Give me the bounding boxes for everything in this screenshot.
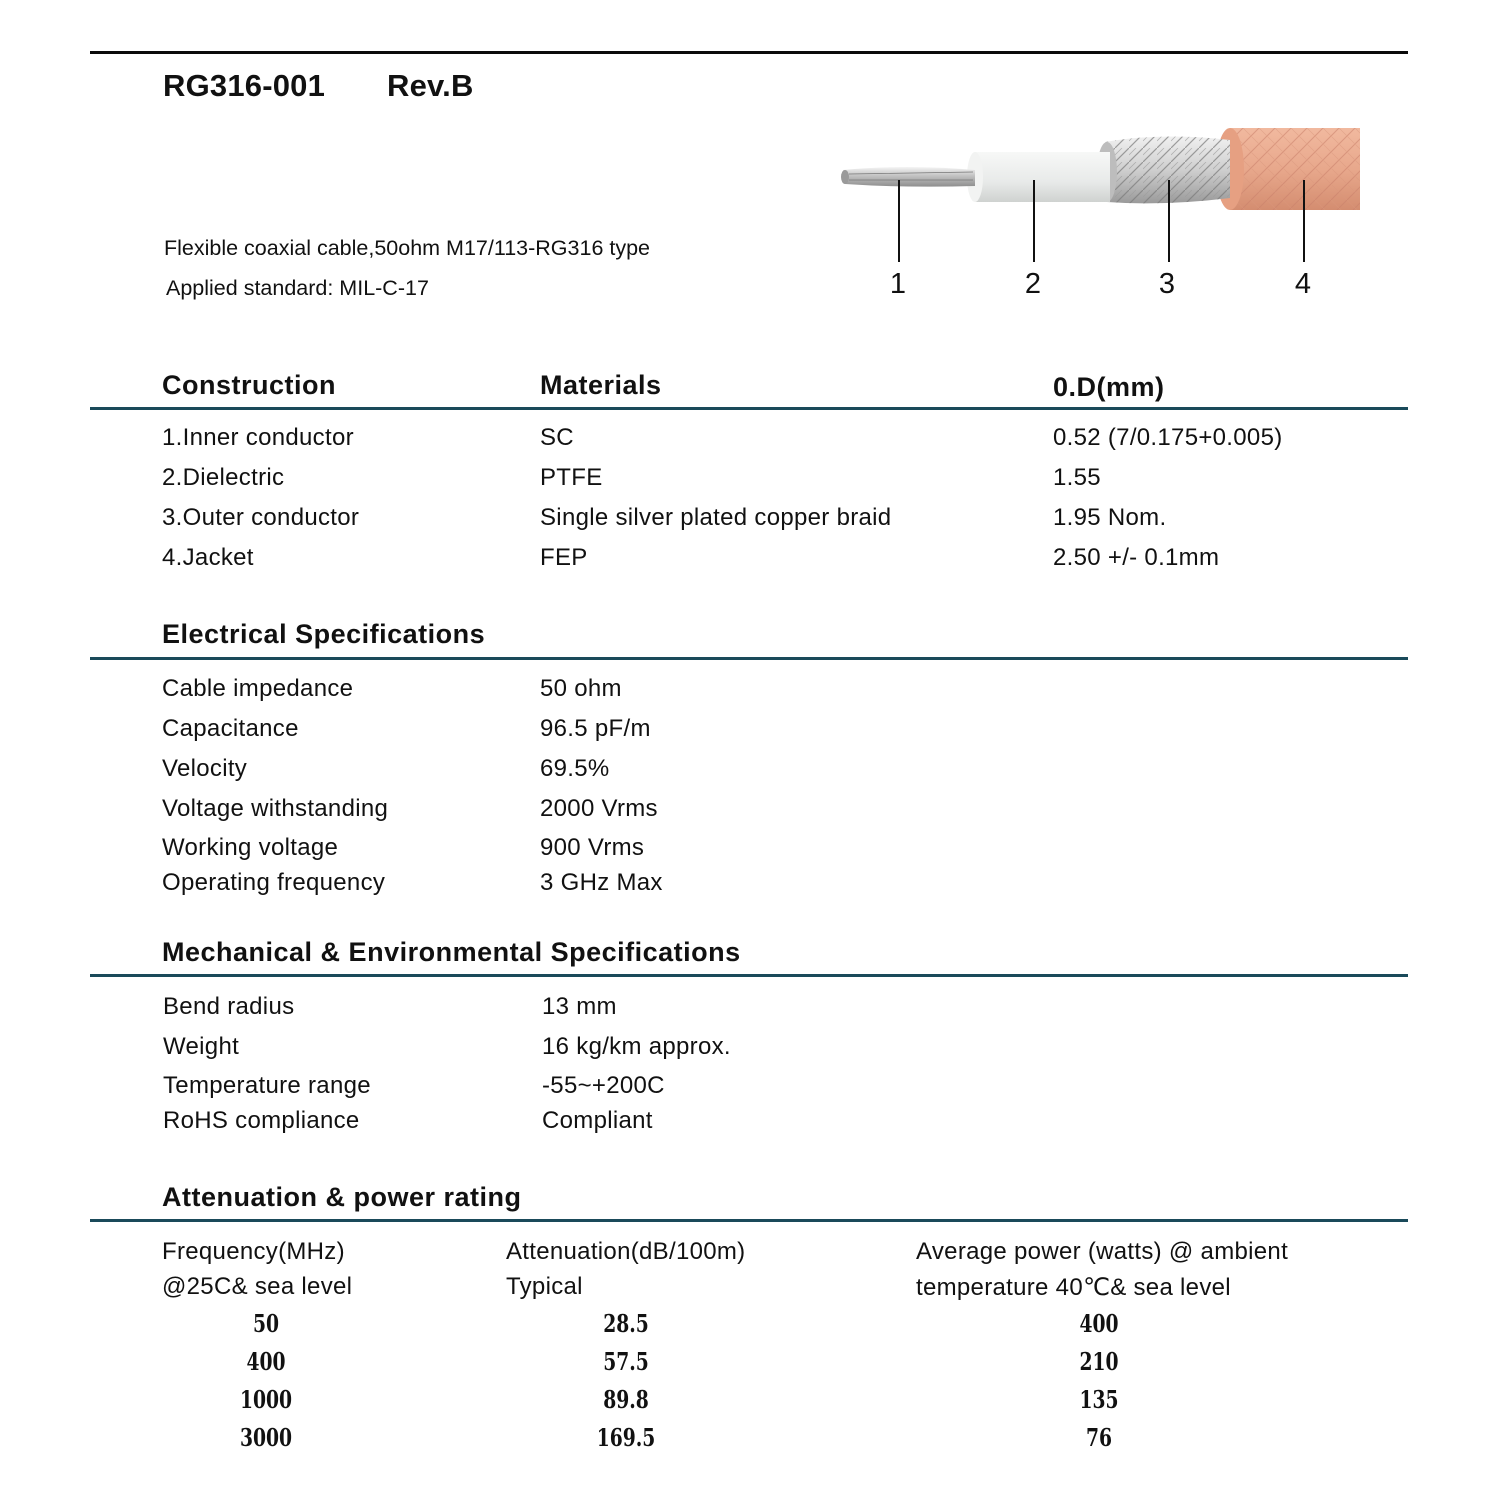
- col-header-frequency: Frequency(MHz): [162, 1238, 345, 1265]
- cell-frequency: 50: [252, 1309, 280, 1338]
- attenuation-divider: [90, 1219, 1408, 1222]
- cell-power: 135: [1079, 1385, 1119, 1414]
- cell-attenuation: 169.5: [596, 1423, 656, 1452]
- cell-frequency: 400: [246, 1347, 286, 1376]
- callout-1: 1: [889, 268, 907, 300]
- spec-label: Voltage withstanding: [162, 795, 389, 822]
- spec-value: 16 kg/km approx.: [542, 1033, 731, 1060]
- construction-material: FEP: [540, 544, 588, 571]
- cell-attenuation: 89.8: [603, 1385, 649, 1414]
- construction-material: SC: [540, 424, 574, 451]
- cell-power: 76: [1085, 1423, 1113, 1452]
- callout-line-2: [1033, 180, 1035, 262]
- spec-value: 96.5 pF/m: [540, 715, 651, 742]
- callout-3: 3: [1158, 268, 1176, 300]
- part-number: RG316-001: [163, 68, 326, 103]
- applied-standard: Applied standard: MIL-C-17: [166, 276, 429, 300]
- spec-label: Bend radius: [163, 993, 295, 1020]
- cell-power: 210: [1079, 1347, 1119, 1376]
- spec-label: Operating frequency: [162, 869, 386, 896]
- spec-value: 13 mm: [542, 993, 617, 1020]
- construction-header: Construction: [162, 370, 336, 400]
- callout-2: 2: [1024, 268, 1042, 300]
- braid-layer: [1097, 136, 1230, 203]
- construction-part: 3.Outer conductor: [162, 504, 360, 531]
- cable-diagram: [835, 120, 1365, 220]
- construction-od: 0.52 (7/0.175+0.005): [1053, 424, 1283, 451]
- construction-divider: [90, 407, 1408, 410]
- cable-description: Flexible coaxial cable,50ohm M17/113-RG316 type: [164, 236, 651, 260]
- spec-label: Weight: [163, 1033, 240, 1060]
- revision: Rev.B: [387, 68, 474, 103]
- inner-conductor: [841, 167, 975, 187]
- mechanical-divider: [90, 974, 1408, 977]
- spec-label: Temperature range: [163, 1072, 371, 1099]
- dielectric-layer: [967, 152, 1110, 202]
- attenuation-title: Attenuation & power rating: [162, 1182, 522, 1212]
- spec-value: -55~+200C: [542, 1072, 665, 1099]
- col-header-power: Average power (watts) @ ambient: [916, 1238, 1289, 1265]
- spec-value: 2000 Vrms: [540, 795, 658, 822]
- construction-part: 2.Dielectric: [162, 464, 285, 491]
- spec-value: 69.5%: [540, 755, 610, 782]
- spec-label: Velocity: [162, 755, 248, 782]
- col-subheader-frequency: @25C& sea level: [162, 1273, 353, 1300]
- spec-label: Capacitance: [162, 715, 299, 742]
- cell-attenuation: 28.5: [603, 1309, 649, 1338]
- callout-line-1: [898, 180, 900, 262]
- construction-part: 1.Inner conductor: [162, 424, 354, 451]
- spec-label: Cable impedance: [162, 675, 354, 702]
- electrical-title: Electrical Specifications: [162, 619, 486, 649]
- construction-od: 1.55: [1053, 464, 1101, 491]
- mechanical-title: Mechanical & Environmental Specifications: [162, 937, 741, 967]
- callout-line-4: [1303, 180, 1305, 262]
- col-subheader-power: temperature 40℃& sea level: [916, 1274, 1231, 1301]
- callout-line-3: [1168, 180, 1170, 262]
- spec-label: RoHS compliance: [163, 1107, 360, 1134]
- construction-material: PTFE: [540, 464, 603, 491]
- spec-value: 3 GHz Max: [540, 869, 663, 896]
- col-subheader-attenuation: Typical: [506, 1273, 583, 1300]
- construction-od: 2.50 +/- 0.1mm: [1053, 544, 1220, 571]
- spec-value: 50 ohm: [540, 675, 622, 702]
- materials-header: Materials: [540, 370, 662, 400]
- col-header-attenuation: Attenuation(dB/100m): [506, 1238, 746, 1265]
- electrical-divider: [90, 657, 1408, 660]
- jacket-layer: [1216, 128, 1360, 210]
- cell-power: 400: [1079, 1309, 1119, 1338]
- spec-label: Working voltage: [162, 834, 339, 861]
- top-divider: [90, 51, 1408, 54]
- od-header: 0.D(mm): [1053, 372, 1165, 402]
- coax-cable-illustration: [835, 120, 1365, 220]
- spec-value: 900 Vrms: [540, 834, 645, 861]
- cell-frequency: 3000: [239, 1423, 293, 1452]
- callout-4: 4: [1294, 268, 1312, 300]
- cell-frequency: 1000: [239, 1385, 293, 1414]
- construction-od: 1.95 Nom.: [1053, 504, 1167, 531]
- cell-attenuation: 57.5: [603, 1347, 649, 1376]
- construction-material: Single silver plated copper braid: [540, 504, 892, 531]
- construction-part: 4.Jacket: [162, 544, 254, 571]
- spec-value: Compliant: [542, 1107, 653, 1134]
